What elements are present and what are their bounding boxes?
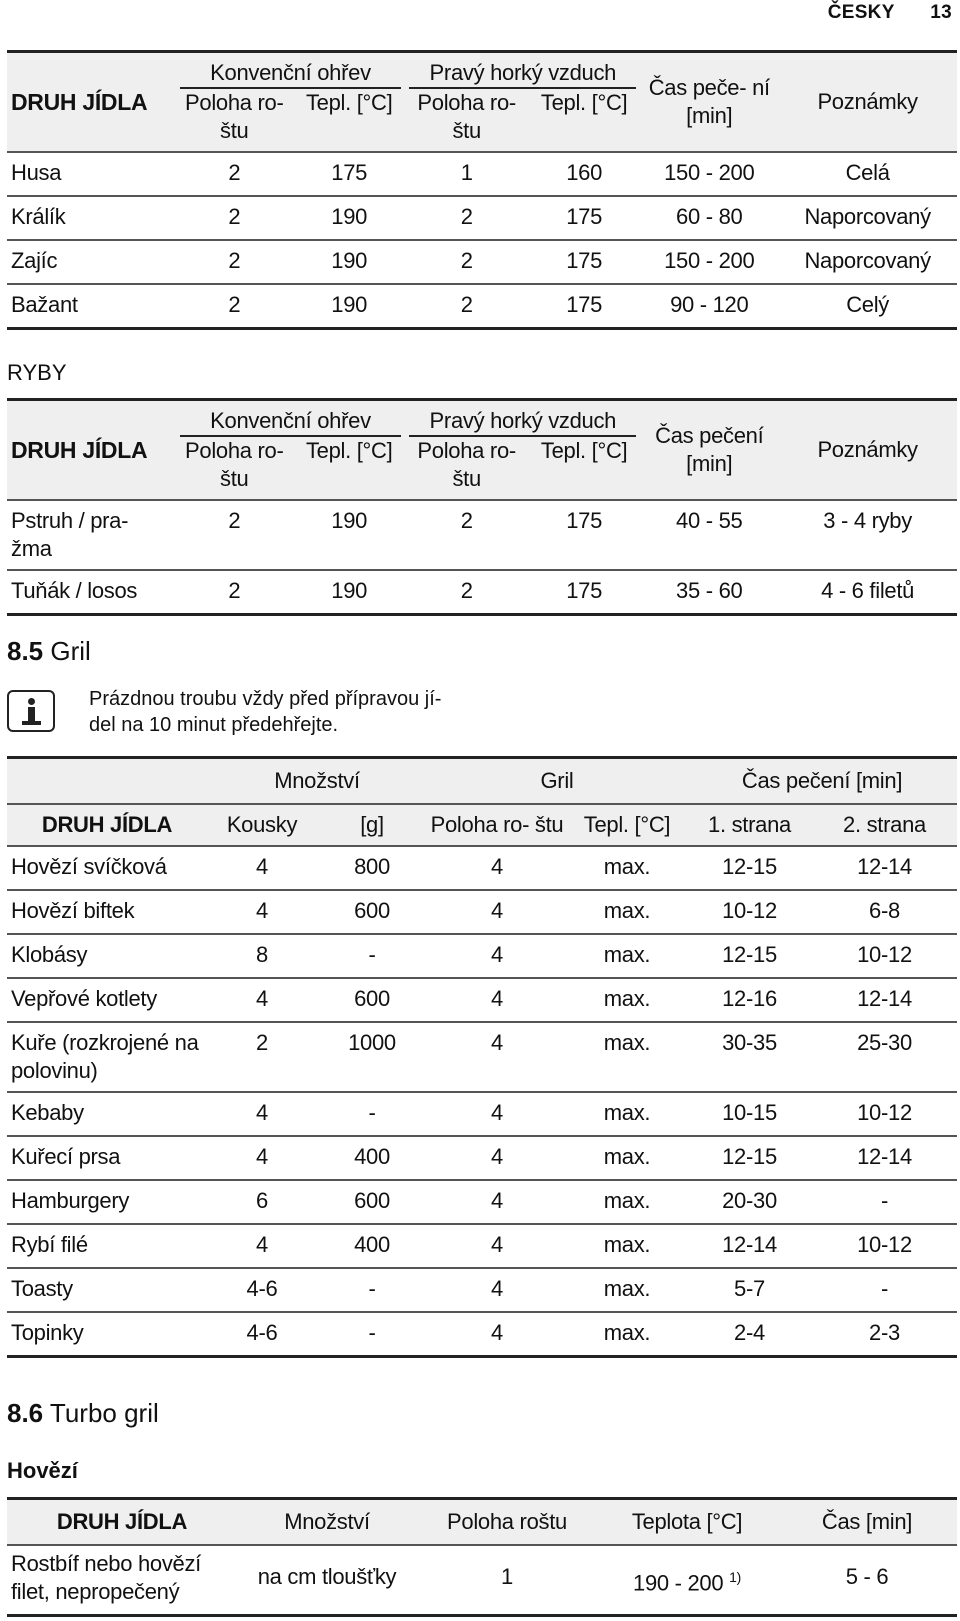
table-row: Pstruh / pra- žma 2 190 2 175 40 - 55 3 - 4 ryby [7,500,957,570]
info-note [7,686,467,746]
col-food-type: DRUH JÍDLA [7,1499,237,1546]
col-temp-conv: Tepl. [°C] [305,90,393,115]
table-row: Králík 2 190 2 175 60 - 80 Naporcovaný [7,196,957,240]
col-true-fan: Pravý horký vzduch [405,400,640,438]
table-row: Vepřové kotlety 4 600 4 max. 12-16 12-14 [7,978,957,1022]
col-shelf-conv: Poloha ro- štu [185,90,284,143]
table-row: Hamburgery 6 600 4 max. 20-30 - [7,1180,957,1224]
col-food-type: DRUH JÍDLA [7,804,207,846]
col-temp: Teplota [°C] [597,1499,777,1546]
col-shelf: Poloha ro- štu [427,804,567,846]
col-temp-conv: Tepl. [°C] [305,438,393,463]
col-cook-time: Čas pečení [min] [687,758,957,805]
page-header [828,2,952,24]
table-row: Hovězí svíčková 4 800 4 max. 12-15 12-14 [7,846,957,890]
table-row: Kuře (rozkrojené na polovinu) 2 1000 4 max. 30-35 25-30 [7,1022,957,1092]
table-row: Klobásy 8 - 4 max. 12-15 10-12 [7,934,957,978]
col-side-2: 2. strana [812,804,957,846]
table-row: Kuřecí prsa 4 400 4 max. 12-15 12-14 [7,1136,957,1180]
col-shelf-conv: Poloha ro- štu [185,438,284,491]
table-row: Bažant 2 190 2 175 90 - 120 Celý [7,284,957,329]
col-grill: Gril [427,758,687,805]
col-quantity: Množství [207,758,427,805]
col-shelf-fan: Poloha ro- štu [417,90,516,143]
table-row: Kebaby 4 - 4 max. 10-15 10-12 [7,1092,957,1136]
col-temp-fan: Tepl. [°C] [540,90,628,115]
table-row: Zajíc 2 190 2 175 150 - 200 Naporcovaný [7,240,957,284]
section-title-turbo-grill: 8.6 Turbo gril [7,1398,159,1428]
section-title-grill: 8.5 Gril [7,636,91,666]
col-quantity: Množství [237,1499,417,1546]
col-temp-fan: Tepl. [°C] [540,438,628,463]
col-conventional: Konvenční ohřev [176,400,406,438]
grill-table [7,756,957,1358]
meat-table [7,50,957,330]
subsection-beef: Hovězí [7,1458,78,1483]
col-time: Čas peče- ní [min] [640,52,778,153]
table-row: Topinky 4-6 - 4 max. 2-4 2-3 [7,1312,957,1357]
col-shelf-fan: Poloha ro- štu [417,438,516,491]
table-row: Husa 2 175 1 160 150 - 200 Celá [7,152,957,196]
col-shelf: Poloha roštu [417,1499,597,1546]
col-side-1: 1. strana [687,804,812,846]
col-temp: Tepl. [°C] [567,804,687,846]
info-note-text: Prázdnou troubu vždy před přípravou jí- del na 10 minut předehřejte. [89,688,442,736]
fish-table [7,398,957,616]
section-title-fish: RYBY [7,360,67,385]
table-row: Toasty 4-6 - 4 max. 5-7 - [7,1268,957,1312]
table-row: Hovězí biftek 4 600 4 max. 10-12 6-8 [7,890,957,934]
col-notes: Poznámky [778,400,957,501]
col-pieces: Kousky [207,804,317,846]
col-food-type: DRUH JÍDLA [7,400,176,501]
col-notes: Poznámky [778,52,957,153]
col-food-type: DRUH JÍDLA [7,52,176,153]
info-icon [7,690,55,732]
col-time: Čas [min] [777,1499,957,1546]
table-row: Rostbíf nebo hovězí filet, nepropečený na cm tloušťky 1 190 - 200 $^{1)}$ 5 - 6 [7,1545,957,1616]
turbo-grill-table [7,1497,957,1617]
col-true-fan: Pravý horký vzduch [405,52,640,90]
page-language: ČESKY [827,2,895,23]
col-grams: [g] [317,804,427,846]
page-number: 13 [930,2,952,23]
footnote-marker: 1) [729,1569,741,1585]
table-row: Rybí filé 4 400 4 max. 12-14 10-12 [7,1224,957,1268]
col-conventional: Konvenční ohřev [176,52,406,90]
col-time: Čas pečení [min] [640,400,778,501]
table-row: Tuňák / losos 2 190 2 175 35 - 60 4 - 6 filetů [7,570,957,615]
